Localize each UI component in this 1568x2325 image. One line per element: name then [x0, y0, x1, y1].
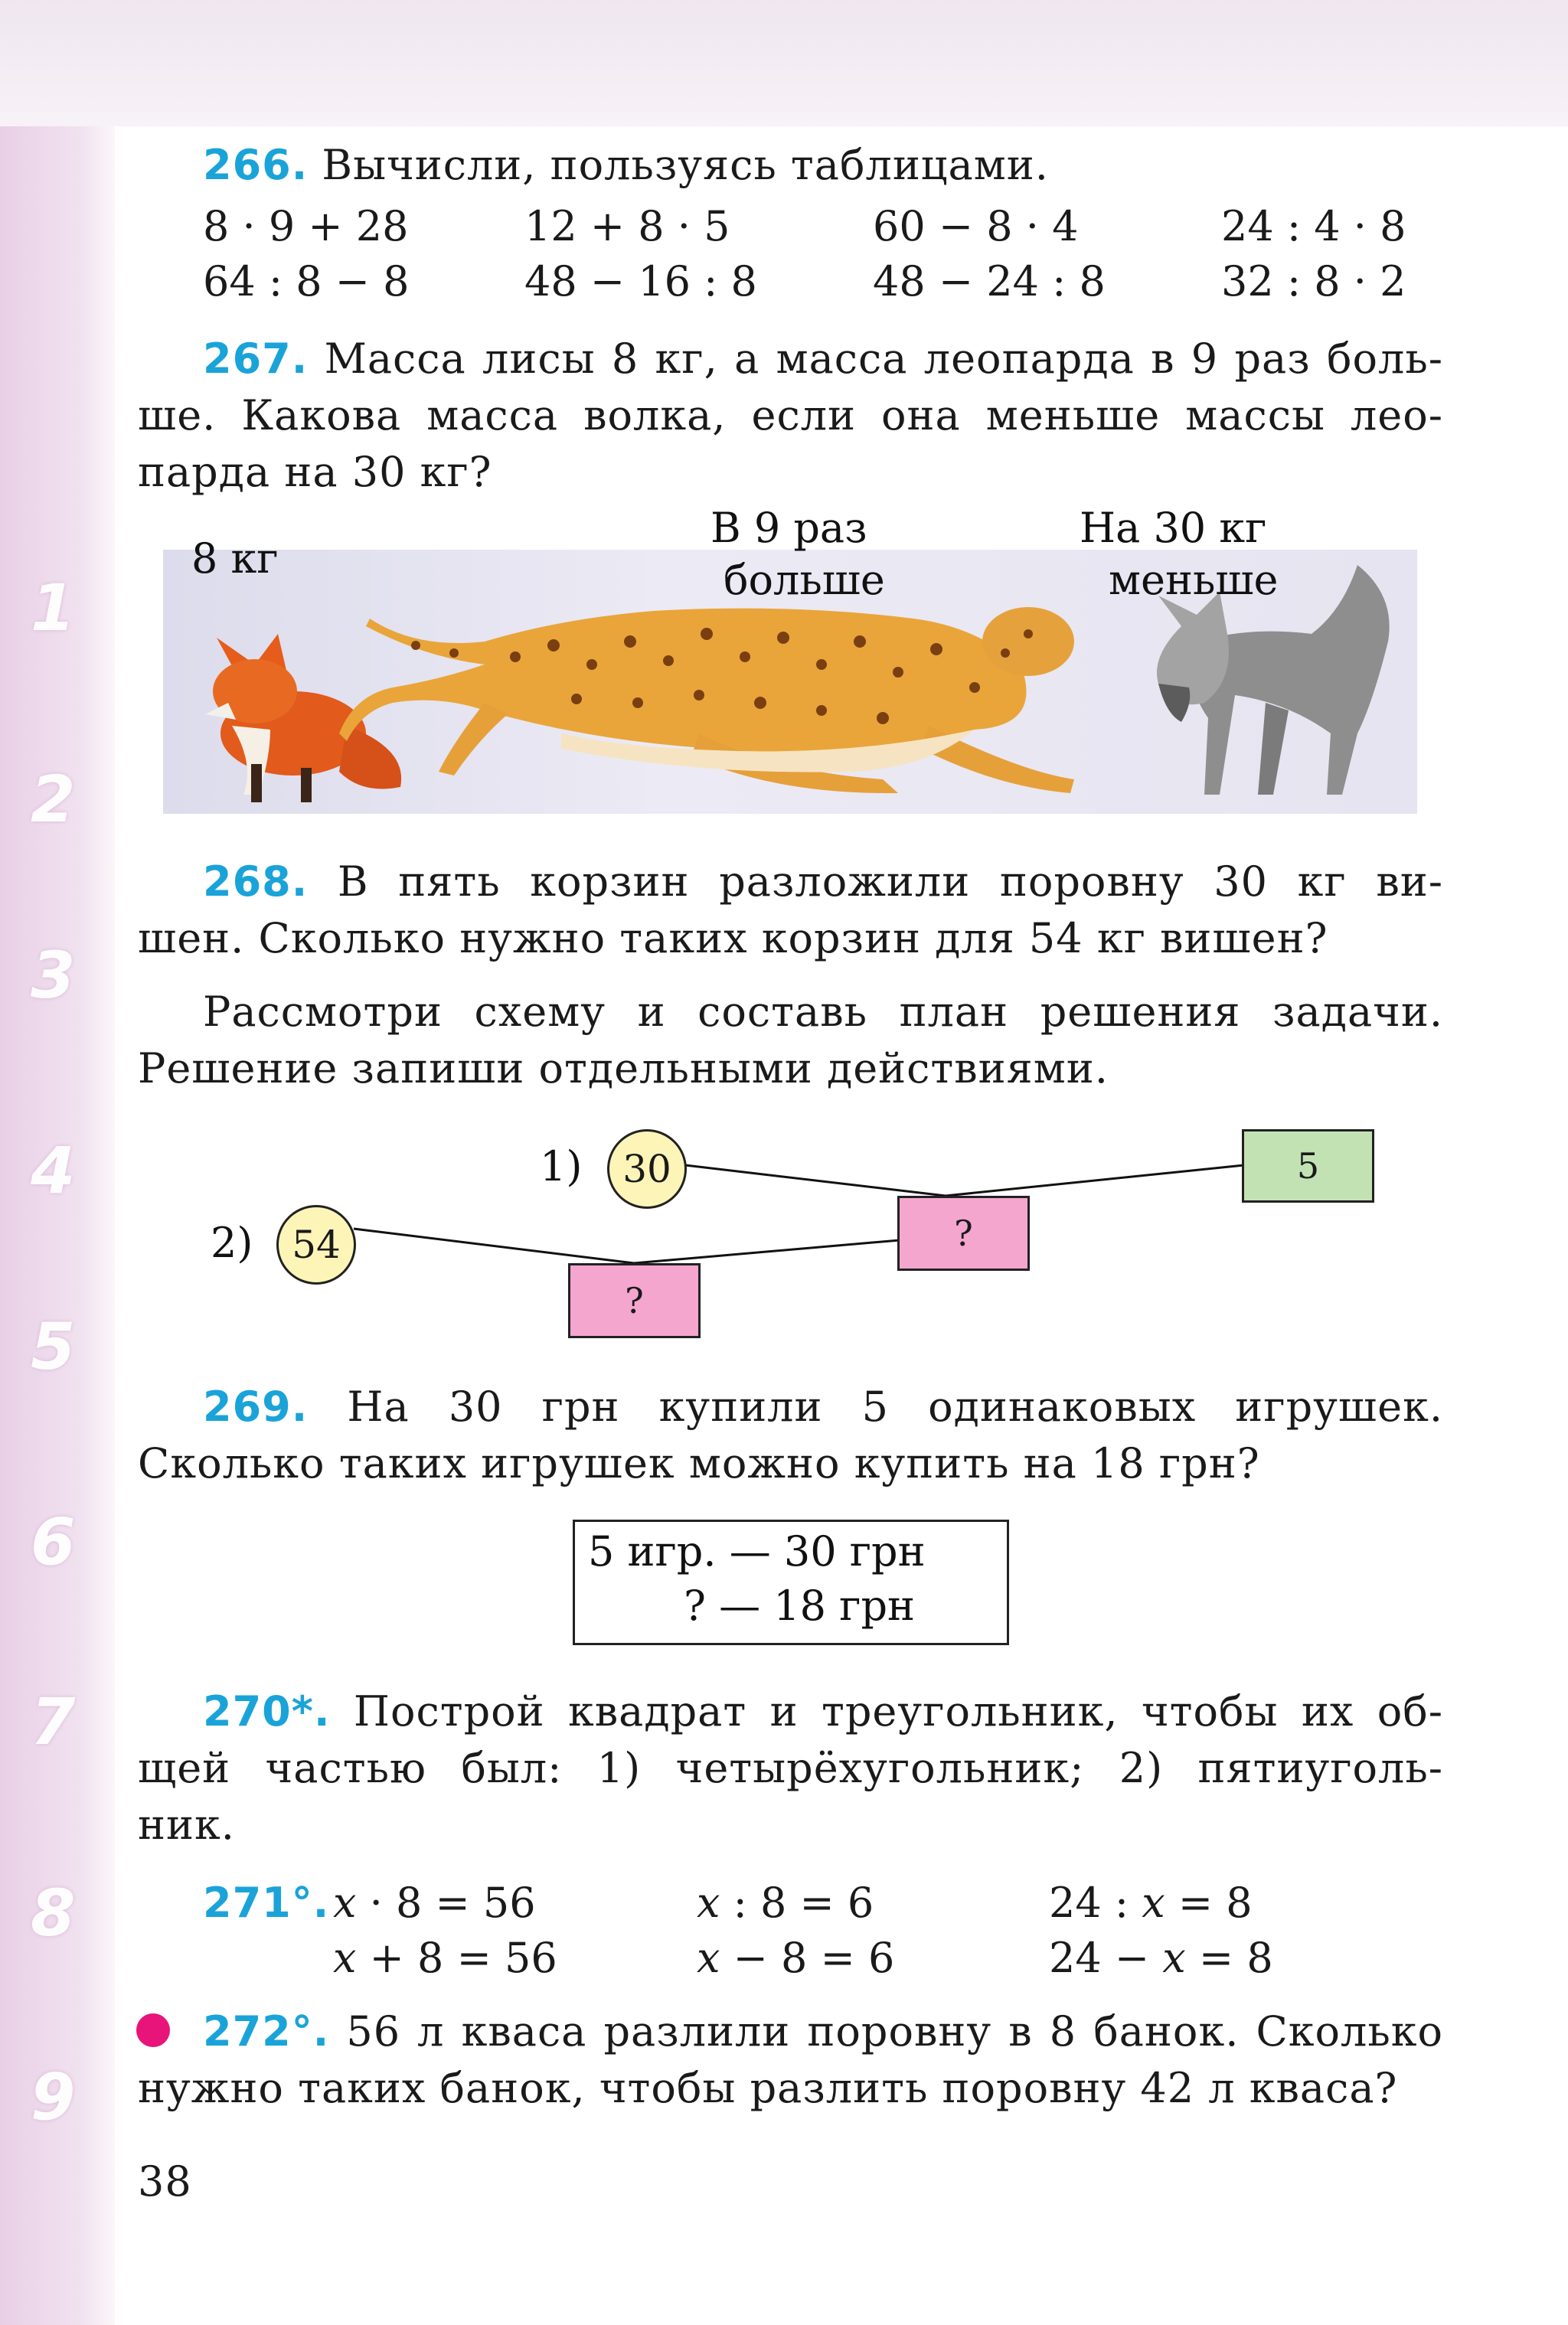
expression: 48 − 16 : 8: [524, 257, 757, 305]
variable-x: x: [333, 1879, 357, 1927]
problem-text: В пять корзин разложили поровну 30 кг ви-: [337, 857, 1443, 906]
problem-number: 272°.: [203, 2007, 330, 2056]
equation-rest: = 8: [1165, 1879, 1253, 1927]
problem-270-line: [203, 1684, 1443, 1739]
equation-rest: : 8 = 6: [720, 1879, 874, 1927]
equation-rest: − 8 = 6: [720, 1934, 895, 1982]
table-row-2: ? — 18 грн: [684, 1582, 916, 1630]
equation-rest: = 8: [1185, 1934, 1273, 1982]
problem-270-line: ник.: [138, 1801, 235, 1849]
variable-x: x: [333, 1934, 357, 1982]
difficulty-bullet-icon: [136, 2013, 170, 2047]
variable-x: x: [1142, 1879, 1165, 1927]
expression: 8 · 9 + 28: [203, 202, 409, 250]
scheme-circle-30: 30: [607, 1129, 687, 1209]
problem-272-line: [203, 2004, 1443, 2059]
equation: [1049, 1934, 1273, 1982]
page-number: 38: [138, 2157, 192, 2206]
problem-267-line: ше. Какова масса волка, если она меньше массы лео-: [138, 391, 1443, 439]
problem-268-instruction: Решение запиши отдельными действиями.: [138, 1044, 1109, 1092]
sidebar-tab-3: 3: [31, 938, 76, 1013]
problem-272-line: нужно таких банок, чтобы разлить поровну 42 л кваса?: [138, 2064, 1398, 2112]
problem-268-line: шен. Сколько нужно таких корзин для 54 кг вишен?: [138, 914, 1328, 962]
equation-rest: · 8 = 56: [356, 1879, 536, 1927]
problem-text: Построй квадрат и треугольник, чтобы их об-: [353, 1687, 1443, 1736]
problem-269-line: [203, 1380, 1443, 1435]
sidebar-tab-8: 8: [31, 1876, 76, 1951]
equation-rest: + 8 = 56: [356, 1934, 557, 1982]
scheme-box-unknown-2: ?: [568, 1263, 701, 1338]
problem-269-line: Сколько таких игрушек можно купить на 18 грн?: [138, 1439, 1260, 1487]
problem-number: 266.: [203, 141, 309, 189]
equation: [697, 1934, 894, 1982]
expression: 24 : 4 · 8: [1221, 202, 1406, 250]
problem-text: Вычисли, пользуясь таблицами.: [322, 141, 1049, 189]
scheme-box-5: 5: [1242, 1129, 1374, 1203]
sidebar-tab-7: 7: [31, 1684, 76, 1759]
problem-text: Масса лисы 8 кг, а масса леопарда в 9 раз боль-: [324, 335, 1443, 383]
problem-268-instruction: Рассмотри схему и составь план решения задачи.: [203, 988, 1443, 1036]
equation: [333, 1934, 557, 1982]
variable-x: x: [697, 1934, 720, 1982]
wolf-label-line1: На 30 кг: [1080, 504, 1267, 552]
sidebar-tab-2: 2: [31, 762, 76, 837]
problem-number: 270*.: [203, 1687, 331, 1736]
problem-267-line: парда на 30 кг?: [138, 448, 492, 496]
expression: 60 − 8 · 4: [873, 202, 1079, 250]
equation-rest: 24 :: [1049, 1879, 1142, 1927]
sidebar-tab-5: 5: [31, 1309, 76, 1384]
variable-x: x: [1162, 1934, 1186, 1982]
table-row-1: 5 игр. — 30 грн: [588, 1527, 926, 1576]
sidebar-tab-9: 9: [31, 2059, 76, 2134]
scheme-step-2: 2): [211, 1219, 253, 1267]
problem-number: 267.: [203, 335, 309, 383]
sidebar-tab-1: 1: [31, 570, 76, 645]
problem-number: 271°.: [203, 1879, 330, 1927]
problem-271-number: [203, 1876, 329, 1931]
problem-text: 56 л кваса разлили поровну в 8 банок. Сколько: [346, 2007, 1444, 2056]
leopard-label-line2: больше: [724, 556, 885, 604]
variable-x: x: [697, 1879, 720, 1927]
leopard-label-line1: В 9 раз: [710, 504, 867, 552]
equation: [1049, 1879, 1253, 1927]
problem-number: 269.: [203, 1383, 309, 1431]
problem-text: На 30 грн купили 5 одинаковых игрушек.: [347, 1383, 1443, 1431]
problem-270-line: щей частью был: 1) четырёхугольник; 2) пятиуголь-: [138, 1744, 1443, 1792]
scheme-step-1: 1): [540, 1142, 583, 1190]
expression: 12 + 8 · 5: [524, 202, 730, 250]
expression: 64 : 8 − 8: [203, 257, 410, 305]
equation: [333, 1879, 536, 1927]
equation: [697, 1879, 874, 1927]
equation-rest: 24 −: [1049, 1934, 1163, 1982]
scheme-circle-54: 54: [276, 1205, 356, 1285]
expression: 32 : 8 · 2: [1221, 257, 1406, 305]
problem-number: 268.: [203, 857, 309, 906]
expression: 48 − 24 : 8: [873, 257, 1106, 305]
sidebar-tab-6: 6: [31, 1504, 76, 1579]
sidebar-tab-4: 4: [31, 1133, 76, 1208]
scheme-box-unknown-1: ?: [897, 1196, 1030, 1271]
fox-mass-label: 8 кг: [191, 534, 279, 583]
wolf-label-line2: меньше: [1109, 556, 1279, 604]
